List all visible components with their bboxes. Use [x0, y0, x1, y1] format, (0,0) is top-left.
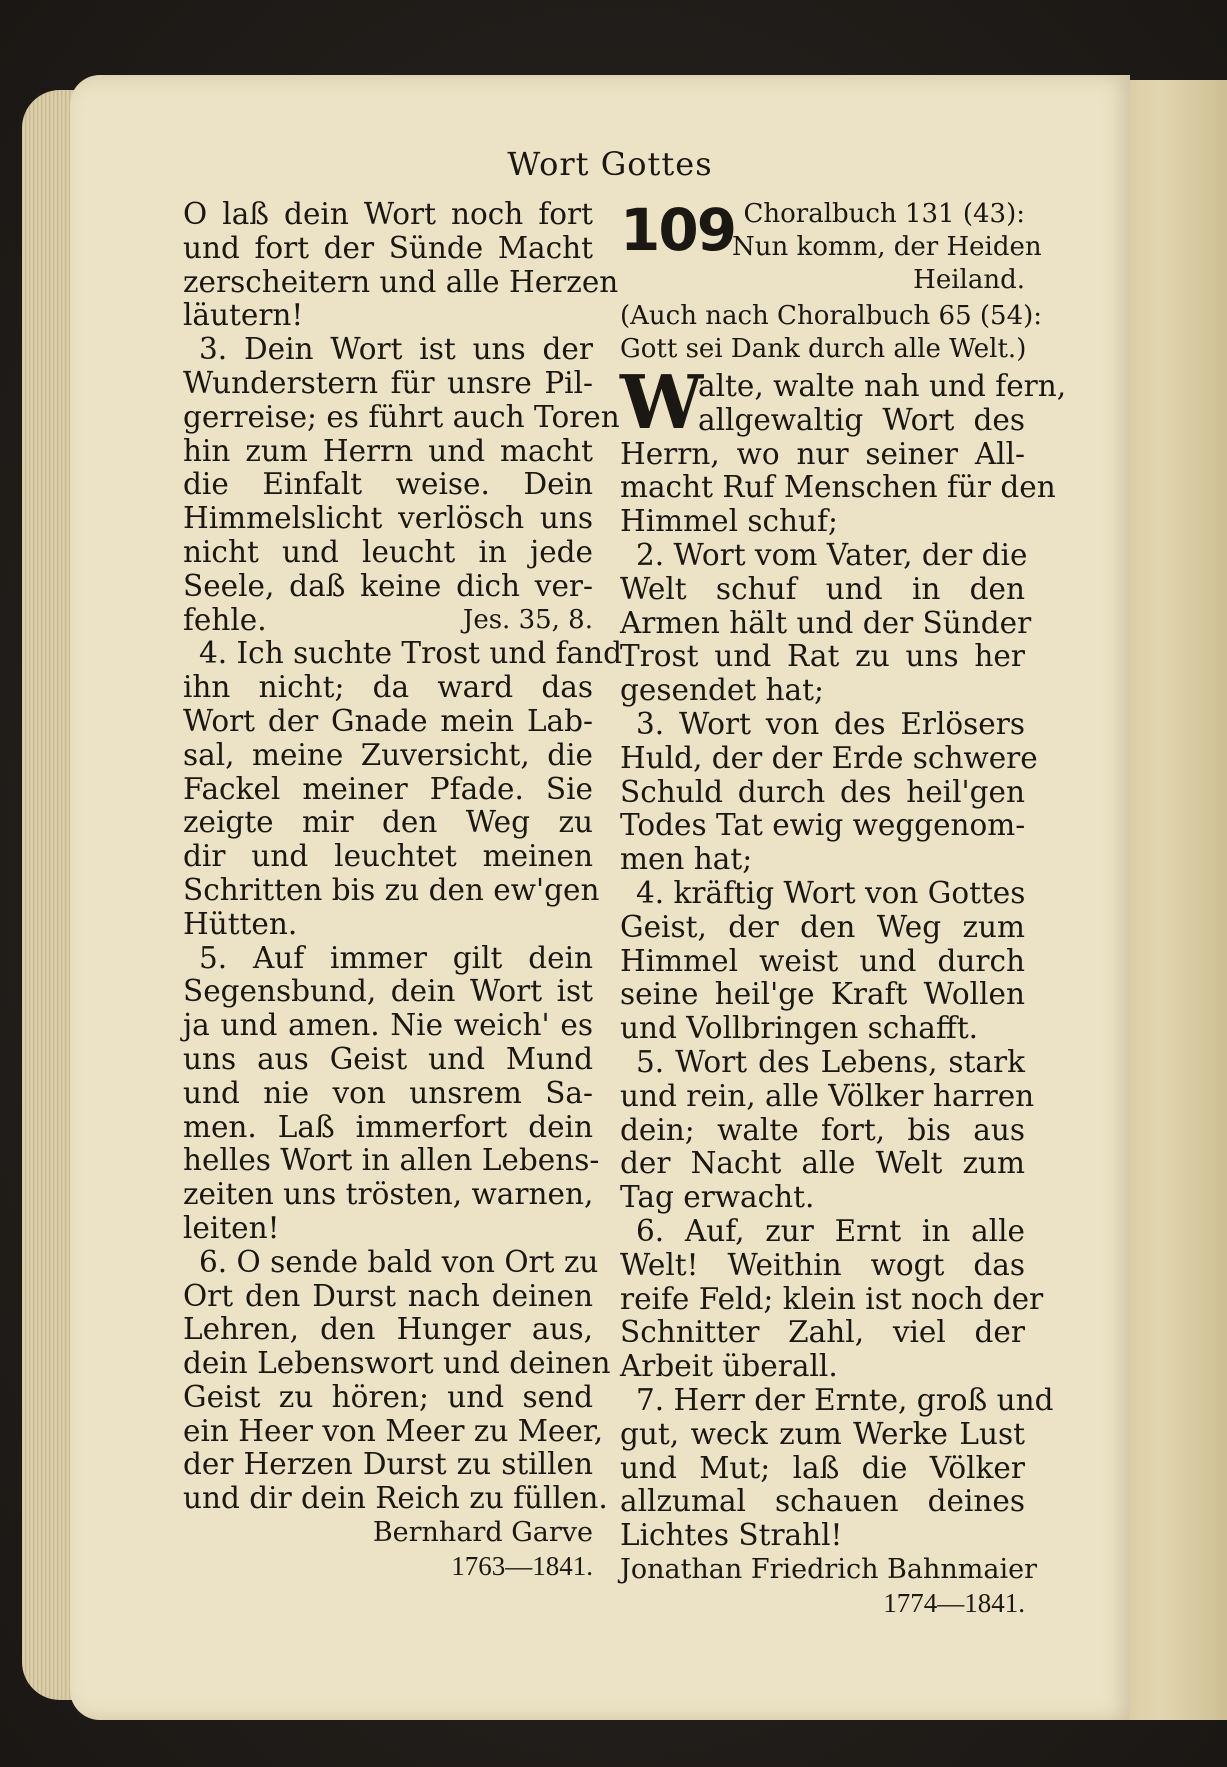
text-line: Seele, daß keine dich ver-: [183, 568, 593, 603]
text-line: nicht und leucht in jede: [183, 534, 593, 569]
verse-start: 6. O sende bald von Ort zu: [199, 1244, 599, 1279]
right-column: [620, 196, 1067, 1620]
text-line: helles Wort in allen Lebens-: [183, 1143, 600, 1178]
text-line: Welt schuf und in den: [620, 571, 1025, 606]
text-line: der Herzen Durst zu stillen: [183, 1447, 593, 1482]
hymn-heading: [620, 196, 1043, 333]
text-line: Himmelslicht verlösch uns: [183, 501, 593, 536]
author-name: Bernhard Garve: [372, 1517, 593, 1549]
text-line: Armen hält und der Sünder: [620, 605, 1032, 640]
text-line-with-ref: [183, 604, 593, 638]
text-line: leiten!: [183, 1210, 280, 1245]
text-line: gesendet hat;: [620, 673, 824, 708]
text-line: und fort der Sünde Macht: [183, 230, 593, 265]
text-line: der Nacht alle Welt zum: [620, 1146, 1025, 1181]
tune-reference: [732, 198, 1042, 297]
text-line: die Einfalt weise. Dein: [183, 467, 593, 502]
text-line: uns aus Geist und Mund: [183, 1041, 593, 1076]
text-line: Geist zu hören; und send: [183, 1379, 593, 1414]
text-line: läutern!: [183, 298, 304, 333]
text-line: Himmel weist und durch: [620, 943, 1025, 978]
facing-page: [1113, 80, 1227, 1720]
text-line: Welt! Weithin wogt das: [620, 1247, 1025, 1282]
text-line: Wort der Gnade mein Lab-: [183, 703, 593, 738]
tune-line: Heiland.: [913, 265, 1025, 295]
text-line: dein; walte fort, bis aus: [620, 1112, 1025, 1147]
text-line: Herrn, wo nur seiner All-: [620, 436, 1025, 471]
text-line: sal, meine Zuversicht, die: [183, 737, 593, 772]
text-line: Segensbund, dein Wort ist: [183, 974, 593, 1009]
hymn-number: 109: [620, 196, 736, 264]
text-line: Schritten bis zu den ew'gen: [183, 872, 600, 907]
author-years: 1763—1841.: [451, 1550, 593, 1581]
scripture-reference: Jes. 35, 8.: [462, 604, 593, 635]
verse-start: 4. kräftig Wort von Gottes: [636, 875, 1026, 910]
text-line: Fackel meiner Pfade. Sie: [183, 771, 593, 806]
text-line: Himmel schuf;: [620, 504, 838, 539]
text-fragment: fehle.: [183, 602, 267, 637]
text-line: O laß dein Wort noch fort: [183, 197, 593, 231]
verse-start: 4. Ich suchte Trost und fand: [199, 636, 622, 671]
text-line: seine heil'ge Kraft Wollen: [620, 977, 1025, 1012]
alt-tune-line: (Auch nach Choralbuch 65 (54):: [620, 301, 1043, 331]
text-line: ihn nicht; da ward das: [183, 670, 593, 705]
verse-start: 3. Dein Wort ist uns der: [199, 332, 593, 367]
text-line: ja und amen. Nie weich' es: [183, 1008, 593, 1043]
text-line: macht Ruf Menschen für den: [620, 470, 1056, 505]
text-line: dein Lebenswort und deinen: [183, 1346, 611, 1381]
text-line: Todes Tat ewig weggenom-: [620, 808, 1026, 843]
text-line: alte, walte nah und fern,: [698, 369, 1067, 403]
verse-start: 5. Wort des Lebens, stark: [636, 1044, 1025, 1079]
drop-cap: W: [620, 360, 704, 446]
verse-start: 5. Auf immer gilt dein: [199, 940, 593, 975]
author-years: 1774—1841.: [883, 1587, 1025, 1618]
text-line: allgewaltig Wort des: [698, 402, 1025, 437]
text-line: zeiten uns trösten, warnen,: [183, 1177, 594, 1212]
text-line: gut, weck zum Werke Lust: [620, 1416, 1025, 1451]
text-line: Ort den Durst nach deinen: [183, 1278, 593, 1313]
text-line: Trost und Rat zu uns her: [620, 639, 1025, 674]
text-line: reife Feld; klein ist noch der: [620, 1281, 1044, 1316]
text-line: Tag erwacht.: [620, 1180, 815, 1215]
text-line: ein Heer von Meer zu Meer,: [183, 1413, 604, 1448]
verse-start: 2. Wort vom Vater, der die: [636, 537, 1028, 572]
text-line: Schnitter Zahl, viel der: [620, 1315, 1025, 1350]
text-line: Schuld durch des heil'gen: [620, 774, 1025, 809]
left-column: [183, 197, 622, 1584]
text-line: Arbeit überall.: [620, 1349, 838, 1384]
text-line: und rein, alle Völker harren: [620, 1078, 1035, 1113]
tune-line: Choralbuch 131 (43):: [743, 199, 1025, 229]
text-line: Lichtes Strahl!: [620, 1518, 843, 1553]
text-line: und Vollbringen schafft.: [620, 1011, 979, 1046]
alt-tune-line: Gott sei Dank durch alle Welt.): [620, 334, 1027, 364]
verse-start: 3. Wort von des Erlösers: [636, 706, 1025, 741]
text-line: Lehren, den Hunger aus,: [183, 1312, 593, 1347]
text-line: Hütten.: [183, 906, 298, 941]
text-line: zerscheitern und alle Herzen: [183, 264, 619, 299]
text-line: und dir dein Reich zu füllen.: [183, 1481, 608, 1516]
page-header: Wort Gottes: [507, 145, 713, 183]
author-name: Jonathan Friedrich Bahnmaier: [620, 1553, 1037, 1585]
text-line: und Mut; laß die Völker: [620, 1450, 1025, 1485]
text-line: Huld, der der Erde schwere: [620, 740, 1038, 775]
text-line: gerreise; es führt auch Toren: [183, 399, 620, 434]
verse-start: 7. Herr der Ernte, groß und: [636, 1382, 1054, 1417]
text-line: und nie von unsrem Sa-: [183, 1075, 593, 1110]
text-line: Geist, der den Weg zum: [620, 909, 1025, 944]
text-line: men. Laß immerfort dein: [183, 1109, 593, 1144]
verse-start: 6. Auf, zur Ernt in alle: [636, 1213, 1025, 1248]
text-line: men hat;: [620, 842, 753, 877]
first-verse-opening: [620, 360, 1067, 446]
text-line: allzumal schauen deines: [620, 1484, 1025, 1519]
text-line: dir und leuchtet meinen: [183, 839, 593, 874]
text-line: hin zum Herrn und macht: [183, 433, 593, 468]
text-line: Wunderstern für unsre Pil-: [183, 365, 593, 400]
text-line: zeigte mir den Weg zu: [183, 805, 593, 840]
tune-line: Nun komm, der Heiden: [732, 232, 1042, 262]
